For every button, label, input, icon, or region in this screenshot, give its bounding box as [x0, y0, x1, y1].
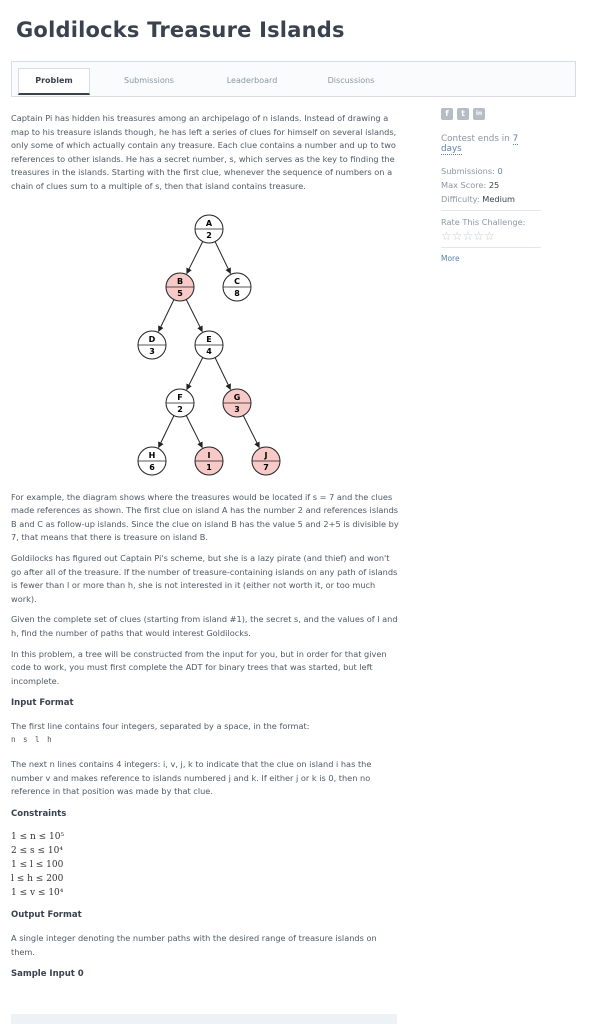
output-paragraph: A single integer denoting the number paths with the desired range of treasure islands on them. — [11, 933, 377, 957]
difficulty-stat — [441, 192, 541, 206]
tree-node-label: G — [233, 392, 241, 402]
constraint-n: 1 ≤ n ≤ 10⁵ — [11, 832, 65, 843]
tree-node-label: H — [148, 450, 156, 460]
tree-edge-f-h — [159, 415, 174, 447]
contest-days-link[interactable]: 7 days — [441, 134, 519, 154]
tree-edge-f-i — [186, 415, 202, 447]
tree-node-i — [195, 447, 223, 475]
twitter-icon[interactable]: t — [457, 108, 469, 120]
max-score-label: Max Score: — [441, 180, 489, 190]
sample-input-box — [11, 1014, 397, 1024]
tree-node-label: C — [234, 276, 240, 286]
tree-node-label: I — [207, 450, 211, 460]
task-paragraph: Given the complete set of clues (starting from island #1), the secret s, and the values of l and h, find the number of paths that would interest Goldilocks. — [11, 614, 398, 638]
constraint-h: l ≤ h ≤ 200 — [11, 874, 64, 885]
tree-node-label: D — [148, 334, 156, 344]
tree-node-label: B — [176, 276, 184, 286]
tree-node-value: 6 — [149, 462, 155, 472]
constraint-l: 1 ≤ l ≤ 100 — [11, 860, 64, 871]
constraints-list — [11, 830, 399, 900]
intro-paragraph: Captain Pi has hidden his treasures among an archipelago of n islands. Instead of drawing a map to his treasure islands though, he has left a series of clues for himself on several islands, only some of which actually contain any treasure. Each clue contains a number and up to two references to other islands. He has a secret number, s, which serves as the key to finding the treasures in the islands. Starting with the first clue, whenever the sequence of numbers on a chain of clues sum to a multiple of s, then that island contains treasure. — [11, 113, 397, 191]
input-format-line: n s l h — [11, 735, 54, 745]
max-score-value: 25 — [488, 180, 500, 190]
tree-node-c — [223, 273, 251, 301]
submissions-stat — [441, 164, 541, 178]
tree-node-a — [195, 215, 223, 243]
adt-paragraph: In this problem, a tree will be constructed from the input for you, but in order for that given code to work, you must first complete the ADT for binary trees that was started, but left incomplete. — [11, 648, 387, 686]
tree-node-j — [252, 447, 280, 475]
tab-problem[interactable]: Problem — [18, 68, 90, 95]
tree-node-value: 4 — [206, 346, 212, 356]
tab-submissions[interactable]: Submissions — [124, 76, 174, 85]
tree-node-value: 7 — [263, 462, 269, 472]
input-line-paragraph: The first line contains four integers, separated by a space, in the format: — [11, 720, 310, 731]
more-link[interactable]: More — [441, 254, 460, 263]
sidebar-divider — [441, 210, 541, 211]
tab-leaderboard[interactable]: Leaderboard — [226, 76, 278, 85]
treasure-tree-diagram — [11, 201, 399, 483]
social-share-icons — [441, 108, 541, 120]
tree-node-f — [166, 389, 194, 417]
constraints-heading: Constraints — [11, 808, 67, 819]
tree-node-label: J — [264, 450, 268, 460]
tree-node-d — [138, 331, 166, 359]
tree-node-b — [166, 273, 194, 301]
tree-edge-e-g — [215, 357, 230, 389]
tree-node-value: 3 — [149, 346, 155, 356]
sidebar — [441, 108, 541, 263]
tree-node-value: 2 — [206, 230, 212, 240]
output-format-heading: Output Format — [11, 910, 82, 921]
tab-bar — [11, 61, 576, 97]
tree-node-e — [195, 331, 223, 359]
goldilocks-paragraph: Goldilocks has figured out Captain Pi's scheme, but she is a lazy pirate (and thief) and won't go after all of the treasure. If the number of treasure-containing islands on any path of islands is fewer than l or more than h, she is not interested in it (either not worth it, or too much work). — [11, 552, 398, 604]
submissions-value[interactable]: 0 — [497, 166, 503, 176]
tree-node-g — [223, 389, 251, 417]
tree-edge-b-d — [159, 299, 174, 331]
max-score-stat — [441, 178, 541, 192]
tree-node-label: E — [206, 334, 212, 344]
contest-timer — [441, 134, 541, 154]
contest-ends-label: Contest ends in — [441, 134, 513, 144]
facebook-icon[interactable]: f — [441, 108, 453, 120]
tree-edge-b-e — [186, 299, 202, 331]
example-paragraph: For example, the diagram shows where the treasures would be located if s = 7 and the clues made references as shown. The first clue on island A has the number 2 and references islands B and C as follow-up islands. Since the clue on island B has the value 5 and 2+5 is divisible by 7, that means that there is treasure on island B. — [11, 491, 399, 543]
tree-node-label: A — [205, 218, 213, 228]
input-format-heading: Input Format — [11, 698, 74, 709]
tree-node-value: 1 — [206, 462, 212, 472]
tree-edge-g-j — [243, 415, 259, 447]
submissions-label: Submissions: — [441, 166, 498, 176]
tree-node-value: 8 — [234, 288, 240, 298]
rate-challenge-label: Rate This Challenge: — [441, 217, 526, 227]
page-title: Goldilocks Treasure Islands — [16, 18, 345, 42]
rating-stars[interactable]: ☆☆☆☆☆ — [441, 229, 495, 243]
tree-node-h — [138, 447, 166, 475]
tree-node-value: 5 — [177, 288, 183, 298]
tab-discussions[interactable]: Discussions — [327, 76, 375, 85]
problem-statement — [11, 112, 399, 991]
tree-node-value: 3 — [234, 404, 240, 414]
tree-edge-a-b — [187, 241, 203, 273]
tree-node-value: 2 — [177, 404, 183, 414]
difficulty-value: Medium — [482, 194, 516, 204]
tree-edge-e-f — [187, 357, 203, 389]
tree-edge-a-c — [215, 241, 230, 273]
linkedin-icon[interactable]: in — [473, 108, 485, 120]
constraint-s: 2 ≤ s ≤ 10⁴ — [11, 846, 63, 857]
sample-input-heading: Sample Input 0 — [11, 969, 84, 980]
input-clues-paragraph: The next n lines contains 4 integers: i, v, j, k to indicate that the clue on island i has the number v and makes reference to islands numbered j and k. If either j or k is 0, then no reference in that position was made by that clue. — [11, 759, 372, 797]
tree-node-label: F — [177, 392, 183, 402]
constraint-v: 1 ≤ v ≤ 10⁴ — [11, 888, 64, 899]
difficulty-label: Difficulty: — [441, 194, 483, 204]
sidebar-divider-2 — [441, 247, 541, 248]
